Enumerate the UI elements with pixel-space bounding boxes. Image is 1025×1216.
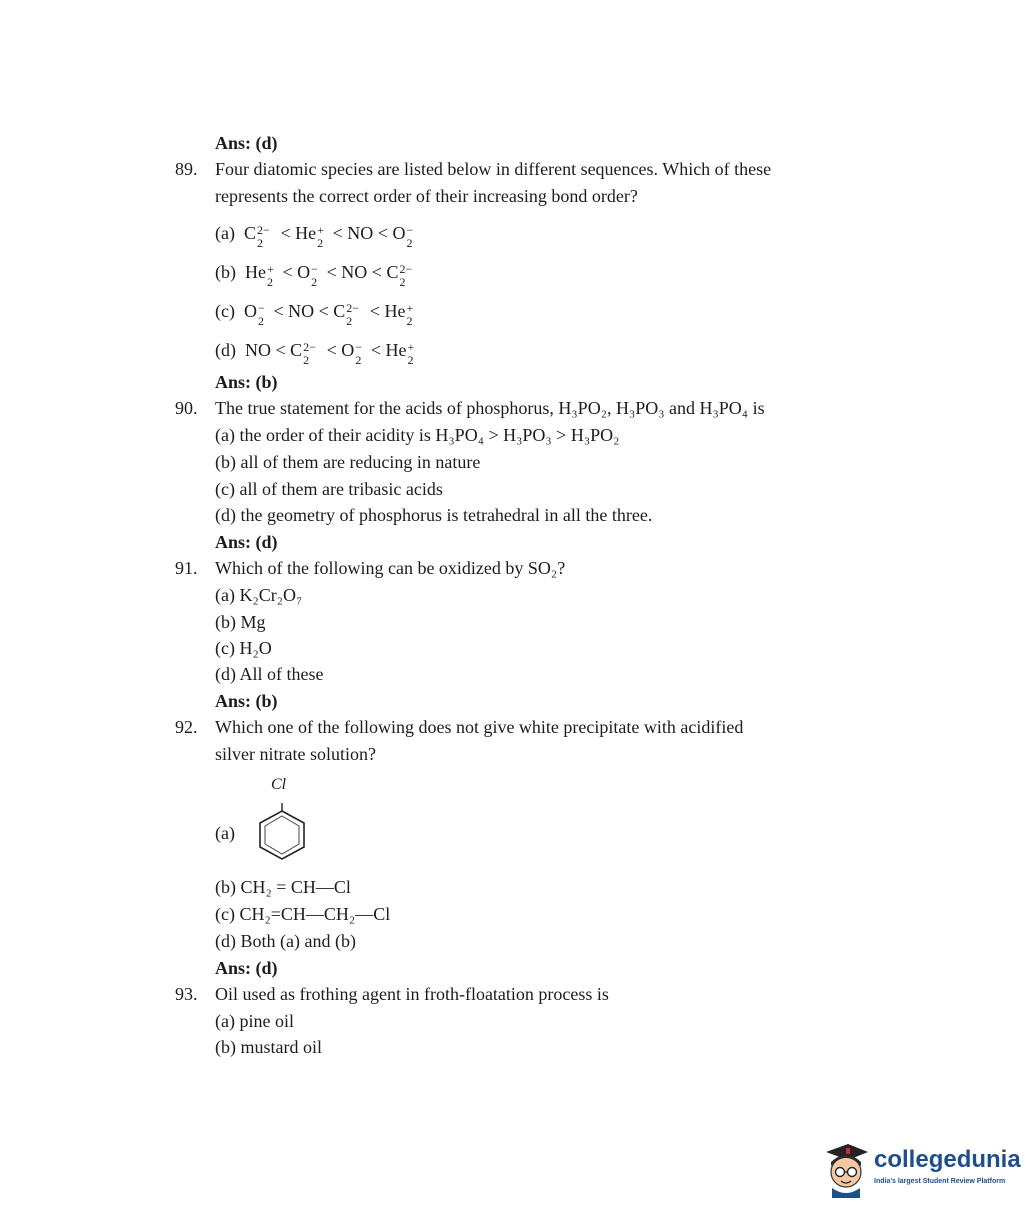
question-92-number: 92. <box>175 717 198 737</box>
question-89-option-a: (a) C 2− 2 < He + 2 < NO < O − 2 <box>215 223 414 250</box>
question-90-number: 90. <box>175 398 198 418</box>
question-91-option-a: (a) K₂Cr₂O₇ <box>215 585 303 605</box>
question-91-option-b: (b) Mg <box>215 612 266 632</box>
brand-tagline: India's largest Student Review Platform <box>874 1178 1006 1185</box>
question-92-option-b: (b) CH₂ = CH—Cl <box>215 877 351 897</box>
question-90-option-a: (a) the order of their acidity is H₃PO₄ > H₃PO₃ > H₃PO₂ <box>215 425 620 445</box>
question-89-line2: represents the correct order of their increasing bond order? <box>215 186 638 206</box>
answer-92: Ans: (d) <box>215 958 278 978</box>
question-90-option-d: (d) the geometry of phosphorus is tetrahedral in all the three. <box>215 505 653 525</box>
question-90-stem: The true statement for the acids of phosphorus, H₃PO₂, H₃PO₃ and H₃PO₄ is <box>215 398 765 418</box>
collegedunia-logo[interactable] <box>820 1140 1020 1200</box>
answer-91: Ans: (b) <box>215 691 278 711</box>
answer-88: Ans: (d) <box>215 133 278 153</box>
mascot-icon <box>820 1140 872 1200</box>
question-89-line1: Four diatomic species are listed below in different sequences. Which of these <box>215 159 772 179</box>
question-92-line1: Which one of the following does not give white precipitate with acidified <box>215 717 744 737</box>
question-89-option-c: (c) O − 2 < NO < C 2− 2 < He + 2 <box>215 301 414 328</box>
question-93-option-b: (b) mustard oil <box>215 1037 322 1057</box>
chlorobenzene-structure <box>252 803 312 870</box>
chlorine-label: Cl <box>271 776 287 793</box>
question-93-option-a: (a) pine oil <box>215 1011 294 1031</box>
question-91-option-c: (c) H₂O <box>215 638 272 658</box>
brand-name: collegedunia <box>874 1146 1021 1173</box>
question-89-number: 89. <box>175 159 198 179</box>
question-89-option-d: (d) NO < C 2− 2 < O − 2 < He + 2 <box>215 340 415 367</box>
answer-89: Ans: (b) <box>215 372 278 392</box>
question-92-option-c: (c) CH₂=CH—CH₂—Cl <box>215 904 391 924</box>
question-93-number: 93. <box>175 984 198 1004</box>
answer-90: Ans: (d) <box>215 532 278 552</box>
question-92-option-a: (a) <box>215 823 235 843</box>
question-92-option-d: (d) Both (a) and (b) <box>215 931 356 951</box>
question-92-line2: silver nitrate solution? <box>215 744 376 764</box>
question-91-option-d: (d) All of these <box>215 664 324 684</box>
question-91-stem: Which of the following can be oxidized by SO₂? <box>215 558 566 578</box>
question-90-option-c: (c) all of them are tribasic acids <box>215 479 443 499</box>
question-90-option-b: (b) all of them are reducing in nature <box>215 452 481 472</box>
question-91-number: 91. <box>175 558 198 578</box>
question-93-stem: Oil used as frothing agent in froth-floatation process is <box>215 984 609 1004</box>
question-89-option-b: (b) He + 2 < O − 2 < NO < C 2− 2 <box>215 262 413 289</box>
